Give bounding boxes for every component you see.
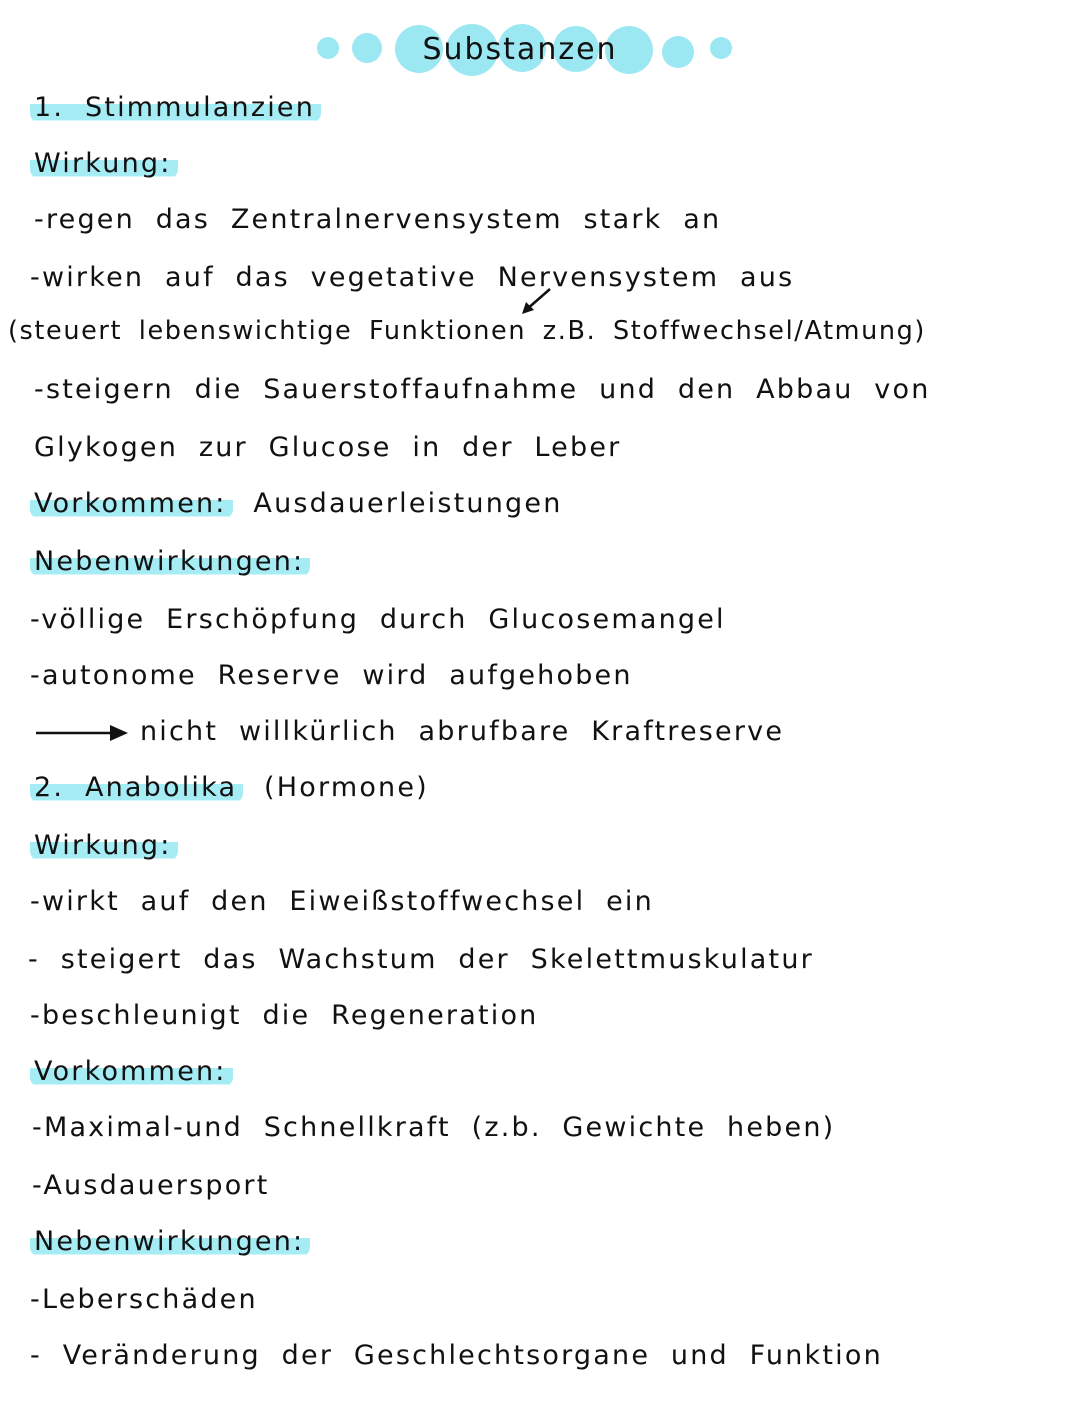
note-line: -Leberschäden (30, 1284, 258, 1315)
note-line: - Veränderung der Geschlechtsorgane und Funktion (30, 1340, 883, 1371)
subheading-side-effects: Nebenwirkungen: (30, 1226, 310, 1257)
page-title: Substanzen (422, 32, 618, 67)
decor-dot (352, 33, 382, 63)
note-line: -regen das Zentralnervensystem stark an (34, 204, 722, 235)
right-arrow-icon (36, 723, 128, 743)
note-line: -wirkt auf den Eiweißstoffwechsel ein (30, 886, 654, 917)
note-line: -völlige Erschöpfung durch Glucosemangel (30, 604, 726, 635)
note-line: -wirken auf das vegetative Nervensystem aus (30, 262, 795, 293)
note-line: -Ausdauersport (32, 1170, 270, 1201)
note-line: -beschleunigt die Regeneration (30, 1000, 539, 1031)
note-line: Glykogen zur Glucose in der Leber (34, 432, 622, 463)
subheading-side-effects: Nebenwirkungen: (30, 546, 310, 577)
subheading-effect: Wirkung: (30, 830, 178, 861)
subheading-effect: Wirkung: (30, 148, 178, 179)
section-heading-anabolics: 2. Anabolika (30, 772, 243, 803)
note-line: -Maximal-und Schnellkraft (z.b. Gewichte heben) (32, 1112, 836, 1143)
note-line: (steuert lebenswichtige Funktionen z.B. Stoffwechsel/Atmung) (8, 316, 926, 346)
section-heading-stimulants: 1. Stimmulanzien (30, 92, 321, 123)
note-line: -steigern die Sauerstoffaufnahme und den Abbau von (34, 374, 931, 405)
note-line: -autonome Reserve wird aufgehoben (30, 660, 633, 691)
subheading-occurrence: Vorkommen: (30, 1056, 233, 1087)
subheading-occurrence: Vorkommen: (30, 488, 233, 519)
note-text: nicht willkürlich abrufbare Kraftreserve (140, 716, 785, 747)
title-banner (0, 0, 1080, 100)
note-text: (Hormone) (264, 772, 429, 803)
decor-dot (662, 36, 694, 68)
annotation-arrow-icon (520, 286, 554, 316)
note-line: - steigert das Wachstum der Skelettmuskulatur (28, 944, 814, 975)
note-text: Ausdauerleistungen (253, 488, 563, 519)
decor-dot (710, 37, 732, 59)
decor-dot (317, 37, 339, 59)
